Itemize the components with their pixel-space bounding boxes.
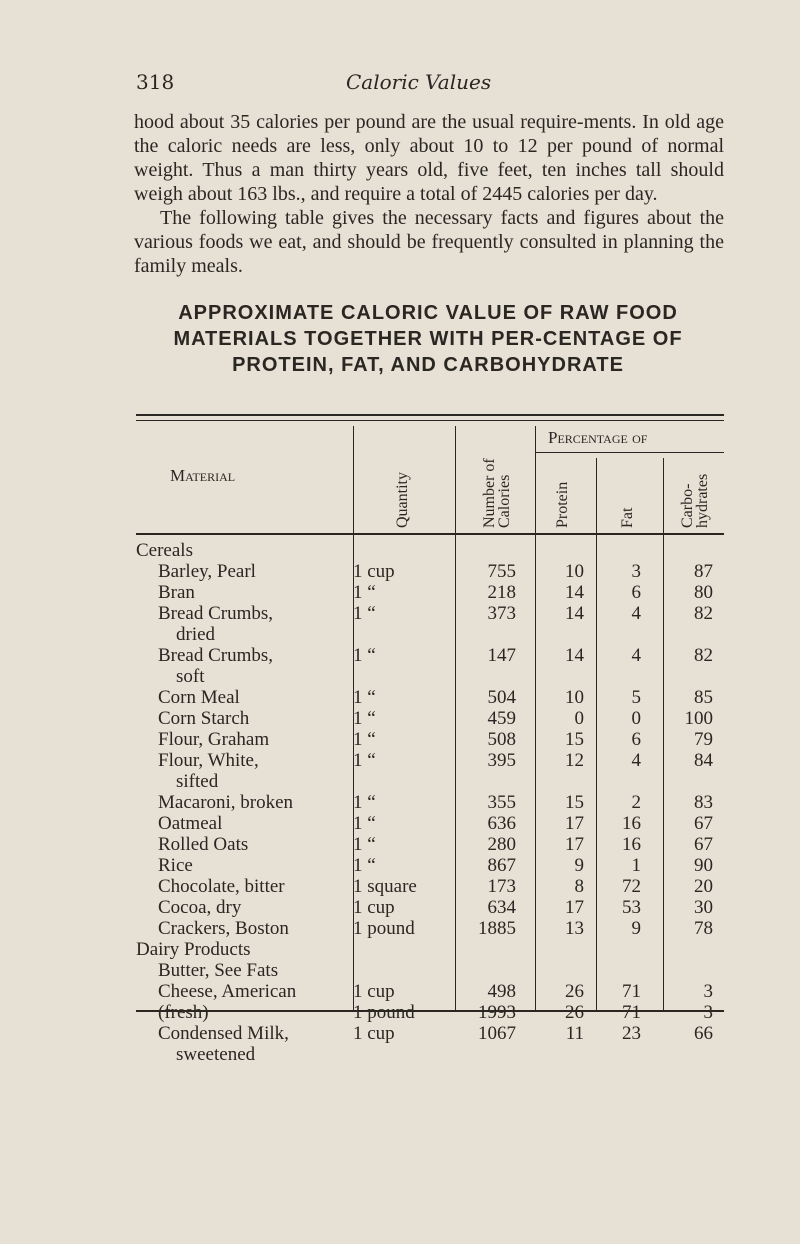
material-cell: [158, 876, 285, 897]
carbohydrates-cell: 30: [694, 897, 713, 918]
fat-column-header: Fat: [619, 507, 636, 528]
material-continuation: sweetened: [176, 1044, 256, 1065]
fat-cell: 4: [631, 645, 641, 666]
protein-cell: 14: [565, 582, 584, 603]
table-row: [0, 645, 800, 687]
material-cell: [158, 918, 289, 939]
carbohydrates-cell: 67: [694, 813, 713, 834]
material-label: Crackers, Boston: [158, 918, 289, 939]
protein-cell: 17: [565, 834, 584, 855]
carbohydrates-cell: 87: [694, 561, 713, 582]
material-cell: [158, 750, 259, 792]
fat-cell: 5: [631, 687, 641, 708]
carbohydrates-cell: 78: [694, 918, 713, 939]
protein-cell: 10: [565, 687, 584, 708]
quantity-cell: 1 “: [353, 834, 376, 855]
quantity-cell: 1 “: [353, 645, 376, 666]
fat-cell: 2: [631, 792, 641, 813]
calories-cell: 1067: [478, 1023, 516, 1044]
carbohydrates-cell: 3: [703, 1002, 713, 1023]
body-text: [134, 110, 724, 278]
material-cell: [158, 1002, 209, 1023]
quantity-cell: 1 square: [353, 876, 417, 897]
table-title: APPROXIMATE CALORIC VALUE OF RAW FOOD MATERIALS TOGETHER WITH PER-CENTAGE OF PROTEIN, FAT, AND CARBOHYDRATE: [173, 302, 683, 376]
fat-cell: 9: [631, 918, 641, 939]
page-header: [136, 70, 724, 100]
material-label: Condensed Milk,: [158, 1023, 289, 1044]
carbohydrates-cell: 20: [694, 876, 713, 897]
quantity-column-header: Quantity: [394, 472, 411, 528]
calories-cell: 636: [487, 813, 516, 834]
protein-cell: 17: [565, 897, 584, 918]
material-cell: [158, 645, 273, 687]
table-row: [0, 582, 800, 603]
calories-cell: 498: [487, 981, 516, 1002]
material-cell: [158, 897, 241, 918]
fat-cell: 16: [622, 813, 641, 834]
table-row: [0, 729, 800, 750]
material-cell: [158, 834, 248, 855]
table-row: [0, 855, 800, 876]
fat-cell: 16: [622, 834, 641, 855]
material-label: Rice: [158, 855, 193, 876]
calories-cell: 218: [487, 582, 516, 603]
material-cell: [158, 960, 278, 981]
material-label: Bran: [158, 582, 195, 603]
table-row: [0, 981, 800, 1002]
material-label: Cocoa, dry: [158, 897, 242, 918]
material-label: Chocolate, bitter: [158, 876, 285, 897]
carbohydrates-cell: 80: [694, 582, 713, 603]
carbohydrates-cell: 100: [684, 708, 713, 729]
protein-cell: 13: [565, 918, 584, 939]
table-row: [0, 813, 800, 834]
calories-cell: 355: [487, 792, 516, 813]
running-title: Caloric Values: [346, 70, 492, 94]
material-continuation: sifted: [176, 771, 219, 792]
calories-cell: 373: [487, 603, 516, 624]
protein-cell: 15: [565, 729, 584, 750]
calories-cell: 1885: [478, 918, 516, 939]
quantity-cell: 1 cup: [353, 1023, 395, 1044]
quantity-cell: 1 “: [353, 603, 376, 624]
material-cell: [158, 582, 195, 603]
calories-cell: 867: [487, 855, 516, 876]
quantity-cell: 1 “: [353, 708, 376, 729]
material-cell: [158, 1023, 289, 1065]
fat-cell: 4: [631, 603, 641, 624]
protein-cell: 14: [565, 603, 584, 624]
quantity-cell: 1 “: [353, 855, 376, 876]
fat-cell: 4: [631, 750, 641, 771]
calories-cell: 147: [487, 645, 516, 666]
table-row: [0, 1023, 800, 1065]
table-row: [0, 1002, 800, 1023]
carbohydrates-cell: 83: [694, 792, 713, 813]
material-label: (fresh): [158, 1002, 209, 1023]
table-row: [0, 687, 800, 708]
material-cell: [136, 540, 193, 561]
material-continuation: soft: [176, 666, 205, 687]
material-column-header: Material: [170, 466, 236, 485]
paragraph: The following table gives the necessary facts and figures about the various foods we eat, and should be frequently consulted in planning the family meals.: [134, 207, 724, 277]
material-cell: [158, 603, 273, 645]
carbohydrates-cell: 79: [694, 729, 713, 750]
material-cell: [158, 561, 256, 582]
table-row: [0, 750, 800, 792]
material-cell: [158, 687, 240, 708]
material-label: Barley, Pearl: [158, 561, 256, 582]
table-row: [0, 834, 800, 855]
protein-cell: 10: [565, 561, 584, 582]
material-continuation: dried: [176, 624, 216, 645]
carbohydrates-cell: 90: [694, 855, 713, 876]
calories-column-header: Number of Calories: [481, 458, 513, 528]
table-row: [0, 918, 800, 939]
protein-cell: 9: [574, 855, 584, 876]
calories-cell: 755: [487, 561, 516, 582]
table-row: [0, 876, 800, 897]
material-cell: [158, 981, 296, 1002]
calories-cell: 395: [487, 750, 516, 771]
material-label: Flour, White,: [158, 750, 259, 771]
carbohydrates-cell: 3: [703, 981, 713, 1002]
material-cell: [158, 729, 269, 750]
material-cell: [136, 939, 251, 960]
fat-cell: 71: [622, 1002, 641, 1023]
category-row: [0, 939, 800, 960]
protein-column-header: Protein: [554, 481, 571, 528]
fat-cell: 71: [622, 981, 641, 1002]
table-row: [0, 603, 800, 645]
protein-cell: 11: [565, 1023, 584, 1044]
fat-cell: 6: [631, 729, 641, 750]
material-cell: [158, 708, 249, 729]
quantity-cell: 1 cup: [353, 897, 395, 918]
fat-cell: 3: [631, 561, 641, 582]
carbohydrates-cell: 84: [694, 750, 713, 771]
calories-cell: 173: [487, 876, 516, 897]
protein-cell: 14: [565, 645, 584, 666]
table-top-rule: [136, 414, 724, 416]
material-label: Bread Crumbs,: [158, 645, 274, 666]
calories-cell: 508: [487, 729, 516, 750]
fat-cell: 0: [631, 708, 641, 729]
quantity-cell: 1 pound: [353, 918, 415, 939]
table-body: [0, 540, 800, 1065]
material-label: Macaroni, broken: [158, 792, 294, 813]
table-row: [0, 897, 800, 918]
protein-cell: 17: [565, 813, 584, 834]
table-row: [0, 792, 800, 813]
paragraph: hood about 35 calories per pound are the usual require-ments. In old age the caloric needs are less, only about 10 to 12 per pound of normal weight. Thus a man thirty years old, five feet, ten inches tall should weigh about 163 lbs., and require a total of 2445 calories per day.: [134, 111, 724, 205]
fat-cell: 72: [622, 876, 641, 897]
table-row: [0, 561, 800, 582]
fat-cell: 6: [631, 582, 641, 603]
quantity-cell: 1 “: [353, 750, 376, 771]
table-top-rule-thin: [136, 420, 724, 421]
carbohydrates-cell: 82: [694, 645, 713, 666]
material-label: Dairy Products: [136, 939, 251, 960]
carbohydrates-cell: 67: [694, 834, 713, 855]
percentage-group-header: Percentage of: [548, 428, 648, 447]
material-label: Oatmeal: [158, 813, 223, 834]
header-bottom-rule: [136, 533, 724, 535]
material-label: Cheese, American: [158, 981, 297, 1002]
quantity-cell: 1 “: [353, 729, 376, 750]
protein-cell: 26: [565, 981, 584, 1002]
carbohydrates-column-header: Carbo-hydrates: [679, 473, 711, 528]
material-label: Corn Starch: [158, 708, 250, 729]
protein-cell: 26: [565, 1002, 584, 1023]
material-label: Corn Meal: [158, 687, 240, 708]
material-label: Cereals: [136, 540, 193, 561]
protein-cell: 12: [565, 750, 584, 771]
percentage-group-rule: [536, 452, 724, 453]
quantity-cell: 1 “: [353, 582, 376, 603]
material-cell: [158, 792, 293, 813]
quantity-cell: 1 “: [353, 813, 376, 834]
protein-cell: 0: [574, 708, 584, 729]
quantity-cell: 1 “: [353, 687, 376, 708]
protein-cell: 15: [565, 792, 584, 813]
category-row: [0, 540, 800, 561]
fat-cell: 23: [622, 1023, 641, 1044]
calories-cell: 459: [487, 708, 516, 729]
carbohydrates-cell: 85: [694, 687, 713, 708]
protein-cell: 8: [574, 876, 584, 897]
calories-cell: 280: [487, 834, 516, 855]
quantity-cell: 1 pound: [353, 1002, 415, 1023]
carbohydrates-cell: 66: [694, 1023, 713, 1044]
fat-cell: 53: [622, 897, 641, 918]
quantity-cell: 1 cup: [353, 981, 395, 1002]
material-label: Flour, Graham: [158, 729, 270, 750]
calories-cell: 1993: [478, 1002, 516, 1023]
page-number: 318: [136, 70, 175, 94]
table-row: [0, 960, 800, 981]
material-cell: [158, 813, 222, 834]
calories-cell: 634: [487, 897, 516, 918]
material-cell: [158, 855, 193, 876]
fat-cell: 1: [631, 855, 641, 876]
quantity-cell: 1 cup: [353, 561, 395, 582]
quantity-cell: 1 “: [353, 792, 376, 813]
carbohydrates-cell: 82: [694, 603, 713, 624]
material-label: Rolled Oats: [158, 834, 249, 855]
material-label: Butter, See Fats: [158, 960, 279, 981]
calories-cell: 504: [487, 687, 516, 708]
material-label: Bread Crumbs,: [158, 603, 274, 624]
table-row: [0, 708, 800, 729]
